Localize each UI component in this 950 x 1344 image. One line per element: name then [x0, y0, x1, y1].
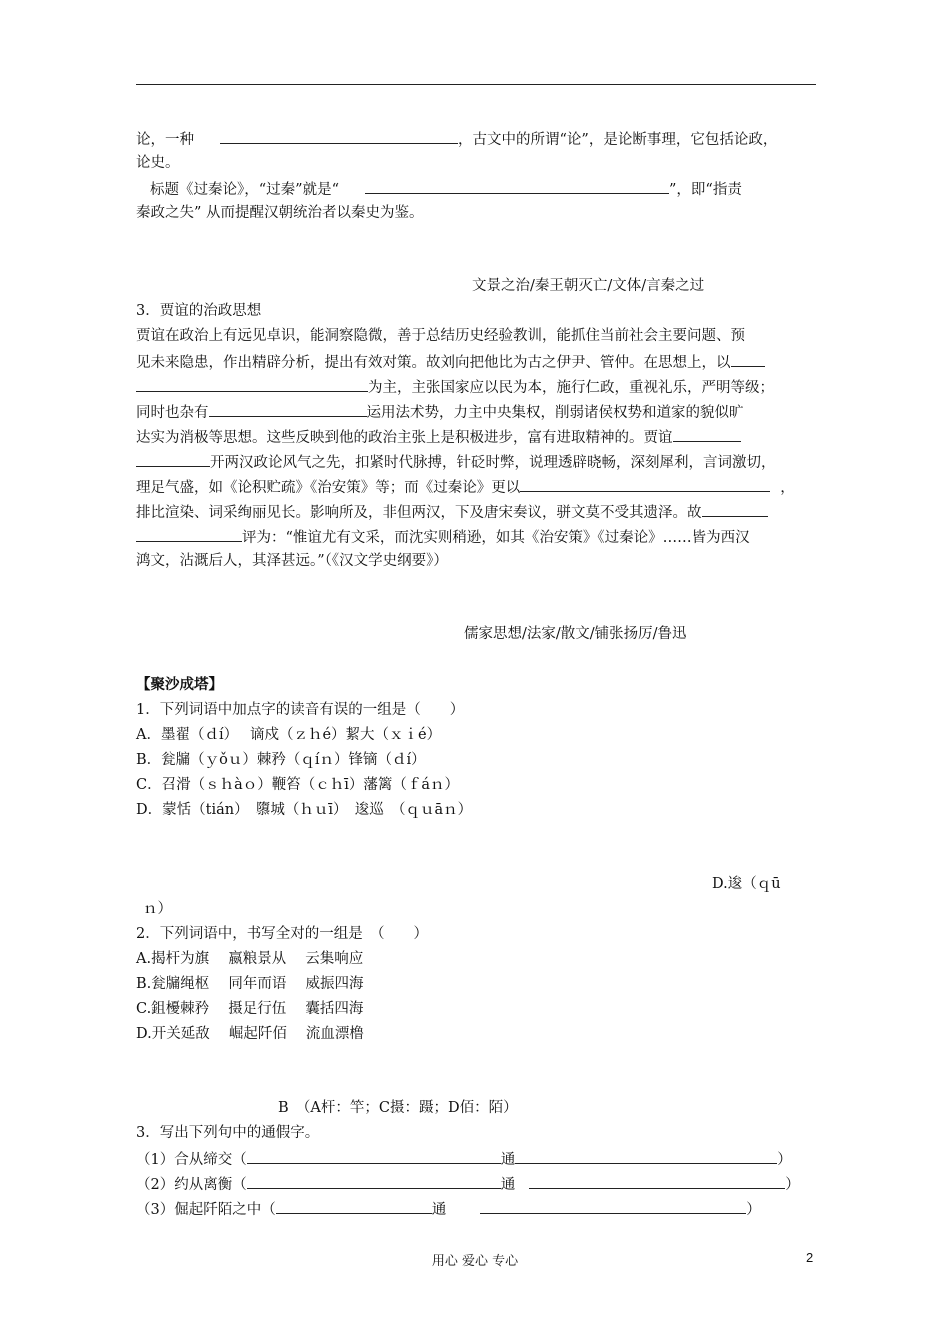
q1-stem: 1．下列词语中加点字的读音有误的一组是（ ）	[136, 702, 465, 718]
q2-answer: B （A杆：竿；C摄：蹑；D佰：陌）	[278, 1100, 518, 1116]
answer-blank[interactable]	[136, 376, 368, 392]
q2-option-c[interactable]: C.鉏櫌棘矜 摄足行伍 囊括四海	[136, 1001, 364, 1017]
q3-text: ）	[746, 1202, 761, 1218]
s3-line-5	[136, 426, 826, 448]
answer-blank[interactable]	[365, 178, 669, 194]
q2-option-d[interactable]: D.开关延敌 崛起阡佰 流血漂橹	[136, 1026, 364, 1042]
s3-text: 开两汉政论风气之先，扣紧时代脉搏，针砭时弊，说理透辟晓畅，深刻犀利，言词激切，	[210, 455, 776, 471]
s3-line-9	[136, 526, 826, 548]
q3-text: 通	[500, 1177, 516, 1193]
section-title: 【聚沙成塔】	[136, 676, 223, 693]
s3-line-6	[136, 451, 826, 473]
q3-item-3	[136, 1198, 826, 1220]
q1-answer-cont: ｎ）	[143, 901, 172, 917]
s3-line-7	[136, 476, 826, 498]
answer-blank[interactable]	[247, 1148, 501, 1164]
s3-line-3	[136, 376, 826, 398]
s1-text: 秦政之失” 从而提醒汉朝统治者以秦史为鉴。	[136, 205, 424, 221]
q1-option-d[interactable]: D．蒙恬（tián） 隳城（ｈｕī） 逡巡 （ｑｕāｎ）	[136, 802, 473, 818]
s3-text: 排比渲染、词采绚丽见长。影响所及，非但两汉，下及唐宋奏议，骈文莫不受其遗泽。故	[136, 505, 702, 521]
q2-stem: 2．下列词语中，书写全对的一组是 （ ）	[136, 926, 428, 942]
answer-blank[interactable]	[731, 351, 765, 367]
s1-text: 标题《过秦论》，“过秦”就是“	[150, 182, 339, 198]
q3-text: ）	[777, 1152, 792, 1168]
s1-line-2	[136, 153, 826, 173]
s3-line-8	[136, 501, 826, 523]
s1-text: 论史。	[136, 155, 180, 171]
s3-answer: 儒家思想/法家/散文/铺张扬厉/鲁迅	[464, 626, 687, 642]
s3-text: 评为：“惟谊尤有文采，而沈实则稍逊，如其《治安策》《过秦论》……皆为西汉	[242, 530, 750, 546]
footer-motto: 用心 爱心 专心	[431, 1254, 519, 1269]
s3-line-1: 贾谊在政治上有远见卓识，能洞察隐微，善于总结历史经验教训，能抓住当前社会主要问题、预	[136, 328, 745, 344]
s3-text: 同时也杂有	[136, 405, 209, 421]
s3-text: 见未来隐患，作出精辟分析，提出有效对策。故刘向把他比为古之伊尹、管仲。在思想上，以	[136, 355, 731, 371]
answer-blank[interactable]	[220, 128, 458, 144]
s1-answer: 文景之治/秦王朝灭亡/文体/言秦之过	[472, 278, 705, 294]
answer-blank[interactable]	[520, 476, 770, 492]
q3-text: ）	[785, 1177, 800, 1193]
s1-text: ”，即“指责	[669, 182, 742, 198]
q1-option-a[interactable]: A．墨翟（ｄí） 谪戍（ｚｈé）絜大（ｘｉé）	[136, 727, 442, 743]
s3-text: 为主，主张国家应以民为本，施行仁政，重视礼乐，严明等级；	[368, 380, 774, 396]
answer-blank[interactable]	[276, 1198, 432, 1214]
q1-option-c[interactable]: C．召滑（ｓｈàｏ）鞭笞（ｃｈī）藩篱（ｆáｎ）	[136, 777, 460, 793]
q1-option-b[interactable]: B．瓮牖（ｙǒｕ）棘矜（ｑíｎ）锋镝（ｄí）	[136, 752, 426, 768]
header-rule	[136, 84, 816, 85]
q3-text: （2）约从离衡（	[136, 1177, 247, 1193]
q3-item-2	[136, 1173, 826, 1195]
answer-blank[interactable]	[247, 1173, 501, 1189]
s1-text: ，古文中的所谓“论”，是论断事理，它包括论政，	[458, 132, 778, 148]
s3-line-4	[136, 401, 826, 423]
answer-blank[interactable]	[515, 1148, 777, 1164]
s3-text: 运用法术势，力主中央集权，削弱诸侯权势和道家的貌似旷	[366, 405, 744, 421]
q3-stem: 3．写出下列句中的通假字。	[136, 1125, 320, 1141]
q3-text: （1）合从缔交（	[136, 1152, 247, 1168]
q1-answer: D.逡（ｑū	[712, 876, 781, 892]
s3-line-10: 鸿文，沾溉后人，其泽甚远。”（《汉文学史纲要》）	[136, 553, 448, 569]
answer-blank[interactable]	[673, 426, 741, 442]
s3-text: 理足气盛，如《论积贮疏》《治安策》等；而《过秦论》更以	[136, 480, 521, 496]
q2-option-b[interactable]: B.瓮牖绳枢 同年而语 威振四海	[136, 976, 364, 992]
answer-blank[interactable]	[702, 501, 768, 517]
q3-text: 通	[500, 1152, 516, 1168]
answer-blank[interactable]	[136, 526, 242, 542]
s1-line-3	[150, 178, 840, 200]
answer-blank[interactable]	[529, 1173, 785, 1189]
answer-blank[interactable]	[209, 401, 367, 417]
s3-text: 达实为消极等思想。这些反映到他的政治主张上是积极进步，富有进取精神的。贾谊	[136, 430, 673, 446]
s3-text: ，	[780, 480, 795, 496]
s3-line-2	[136, 351, 826, 373]
q3-text: （3）倔起阡陌之中（	[136, 1202, 276, 1218]
s1-line-1	[136, 128, 826, 150]
s3-heading: 3．贾谊的治政思想	[136, 303, 262, 319]
q2-option-a[interactable]: A.揭杆为旗 嬴粮景从 云集响应	[136, 951, 364, 967]
s1-text: 论，一种	[136, 132, 194, 148]
page-number: 2	[806, 1250, 814, 1265]
answer-blank[interactable]	[480, 1198, 746, 1214]
answer-blank[interactable]	[136, 451, 210, 467]
q3-item-1	[136, 1148, 826, 1170]
q3-text: 通	[431, 1202, 447, 1218]
s1-line-4	[136, 203, 826, 223]
